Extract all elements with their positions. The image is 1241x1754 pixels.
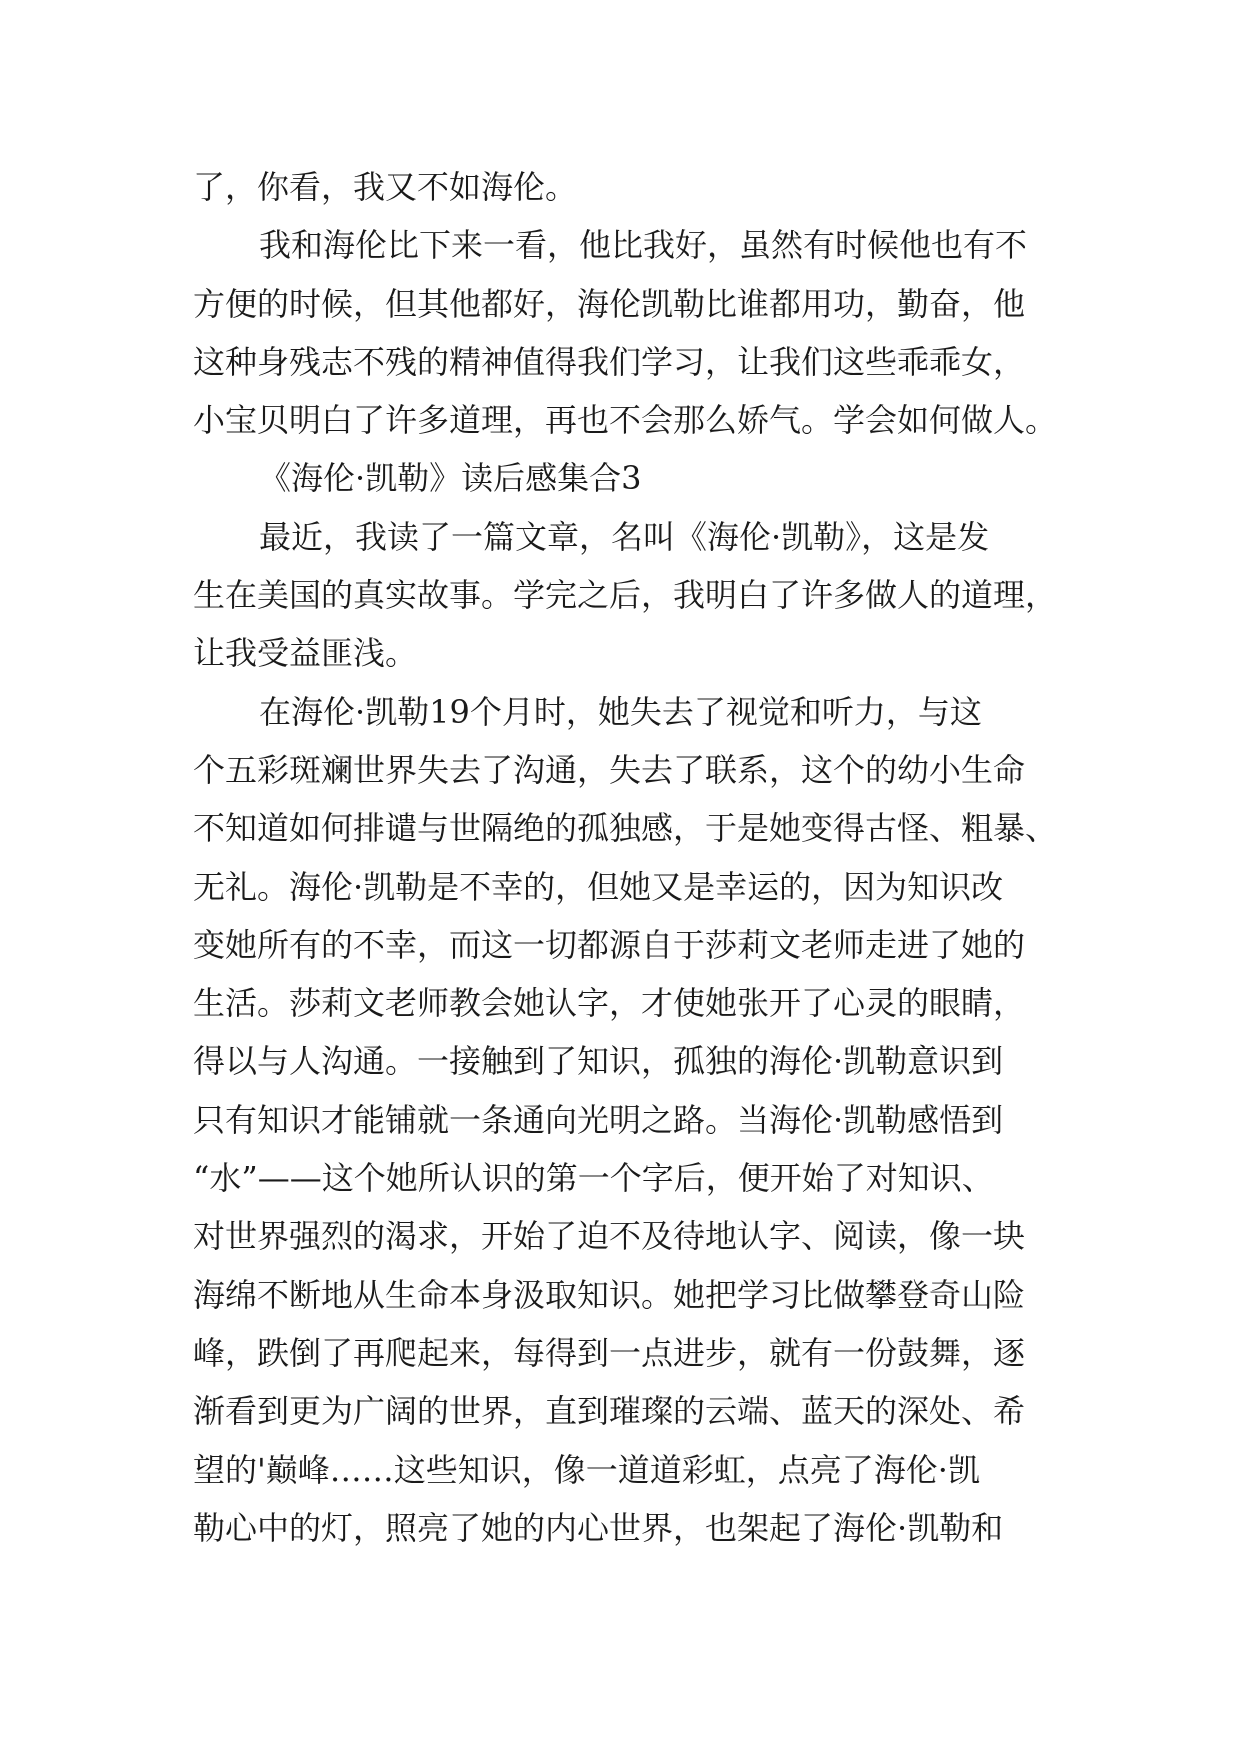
- section-heading: 《海伦·凯勒》读后感集合3: [259, 459, 642, 498]
- text-line: 变她所有的不幸，而这一切都源自于莎莉文老师走进了她的: [193, 925, 1026, 964]
- text-line: 生在美国的真实故事。学完之后，我明白了许多做人的道理，: [193, 576, 1058, 615]
- text-line: 渐看到更为广阔的世界，直到璀璨的云端、蓝天的深处、希: [193, 1392, 1026, 1431]
- text-line: 峰，跌倒了再爬起来，每得到一点进步，就有一份鼓舞，逐: [193, 1333, 1026, 1372]
- text-line: 勒心中的灯，照亮了她的内心世界，也架起了海伦·凯勒和: [193, 1508, 1004, 1547]
- text-line: 了，你看，我又不如海伦。: [193, 168, 578, 206]
- text-line: 对世界强烈的渴求，开始了迫不及待地认字、阅读，像一块: [193, 1217, 1026, 1256]
- text-line: 在海伦·凯勒19个月时，她失去了视觉和听力，与这: [259, 692, 982, 731]
- text-line: 我和海伦比下来一看，他比我好，虽然有时候他也有不: [259, 226, 1028, 265]
- text-line: 生活。莎莉文老师教会她认字，才使她张开了心灵的眼睛，: [193, 984, 1026, 1023]
- text-line: 只有知识才能铺就一条通向光明之路。当海伦·凯勒感悟到: [193, 1100, 1004, 1139]
- text-line: 无礼。海伦·凯勒是不幸的，但她又是幸运的，因为知识改: [193, 867, 1004, 906]
- text-line: “水”——这个她所认识的第一个字后，便开始了对知识、: [193, 1159, 994, 1198]
- text-line: 这种身残志不残的精神值得我们学习，让我们这些乖乖女，: [193, 342, 1026, 381]
- text-line: 不知道如何排谴与世隔绝的孤独感，于是她变得古怪、粗暴、: [193, 809, 1058, 848]
- text-line: 最近，我读了一篇文章，名叫《海伦·凯勒》，这是发: [259, 517, 990, 556]
- text-line: 望的'巅峰……这些知识，像一道道彩虹，点亮了海伦·凯: [193, 1450, 980, 1489]
- text-line: 方便的时候，但其他都好，海伦凯勒比谁都用功，勤奋，他: [193, 284, 1026, 323]
- text-line: 海绵不断地从生命本身汲取知识。她把学习比做攀登奇山险: [193, 1275, 1026, 1314]
- body-text: [193, 158, 1063, 1557]
- text-line: 小宝贝明白了许多道理，再也不会那么娇气。学会如何做人。: [193, 401, 1058, 440]
- text-line: 个五彩斑斓世界失去了沟通，失去了联系，这个的幼小生命: [193, 750, 1026, 789]
- text-line: 得以与人沟通。一接触到了知识，孤独的海伦·凯勒意识到: [193, 1042, 1004, 1081]
- text-line: 让我受益匪浅。: [193, 634, 418, 673]
